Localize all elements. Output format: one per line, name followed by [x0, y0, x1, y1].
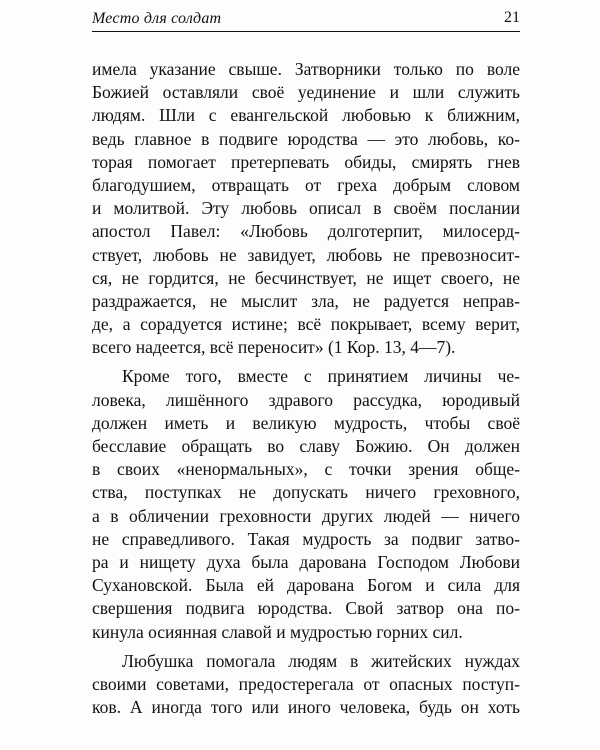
- text-line: ствует, любовь не завидует, любовь не превозносит-: [92, 244, 520, 265]
- text-line: ся, не гордится, не бесчинствует, не ищет своего, не: [92, 267, 520, 288]
- text-line: а в обличении греховности других людей — ничего: [92, 505, 520, 526]
- text-line: ра и нищету духа была дарована Господом Любови: [92, 551, 520, 572]
- text-line: торая помогает претерпевать обиды, смирять гнев: [92, 151, 520, 172]
- text-line: раздражается, не мыслит зла, не радуется неправ-: [92, 290, 520, 311]
- text-line: должен иметь и великую мудрость, чтобы своё: [92, 412, 520, 433]
- text-line: людям. Шли с евангельской любовью к ближним,: [92, 105, 520, 126]
- text-line: в своих «ненормальных», с точки зрения обще-: [92, 459, 520, 480]
- text-line: Кроме того, вместе с принятием личины че-: [122, 366, 520, 387]
- running-title: Место для солдат: [92, 10, 222, 27]
- text-line: ведь главное в подвиге юродства — это любовь, ко-: [92, 128, 520, 149]
- text-line: имела указание свыше. Затворники только по воле: [92, 59, 520, 79]
- text-line: Любушка помогала людям в житейских нуждах: [122, 650, 520, 671]
- text-line: своими советами, предостерегала от опасных поступ-: [92, 673, 520, 694]
- text-line: ков. А иногда того или иного человека, будь он хоть: [92, 697, 520, 718]
- paragraph-2: [92, 365, 520, 643]
- text-line: благодушием, отвращать от греха добрым словом: [92, 174, 520, 195]
- text-line: ловека, лишённого здравого рассудка, юродивый: [92, 389, 520, 410]
- paragraph-3: [92, 650, 520, 720]
- text-line: не справедливого. Такая мудрость за подвиг затво-: [92, 528, 520, 549]
- text-line: ства, поступках не допускать ничего греховного,: [92, 482, 520, 503]
- paragraph-1: [92, 58, 520, 359]
- page-number: 21: [504, 9, 520, 26]
- text-line: бесславие обращать во славу Божию. Он должен: [92, 436, 520, 456]
- body-text: [92, 58, 520, 719]
- text-line: Сухановской. Была ей дарована Богом и сила для: [92, 575, 520, 596]
- text-line: Божией оставляли своё уединение и шли служить: [92, 82, 520, 103]
- running-header: [92, 9, 520, 32]
- text-line: всего надеется, всё переносит» (1 Кор. 13, 4—7).: [92, 337, 456, 358]
- text-line: и молитвой. Эту любовь описал в своём послании: [92, 198, 520, 219]
- text-line: апостол Павел: «Любовь долготерпит, милосерд-: [92, 221, 520, 242]
- text-line: кинула осиянная славой и мудростью горних сил.: [92, 621, 463, 642]
- text-line: свершения подвига юродства. Свой затвор она по-: [92, 598, 520, 619]
- text-line: де, а сорадуется истине; всё покрывает, всему верит,: [92, 314, 520, 335]
